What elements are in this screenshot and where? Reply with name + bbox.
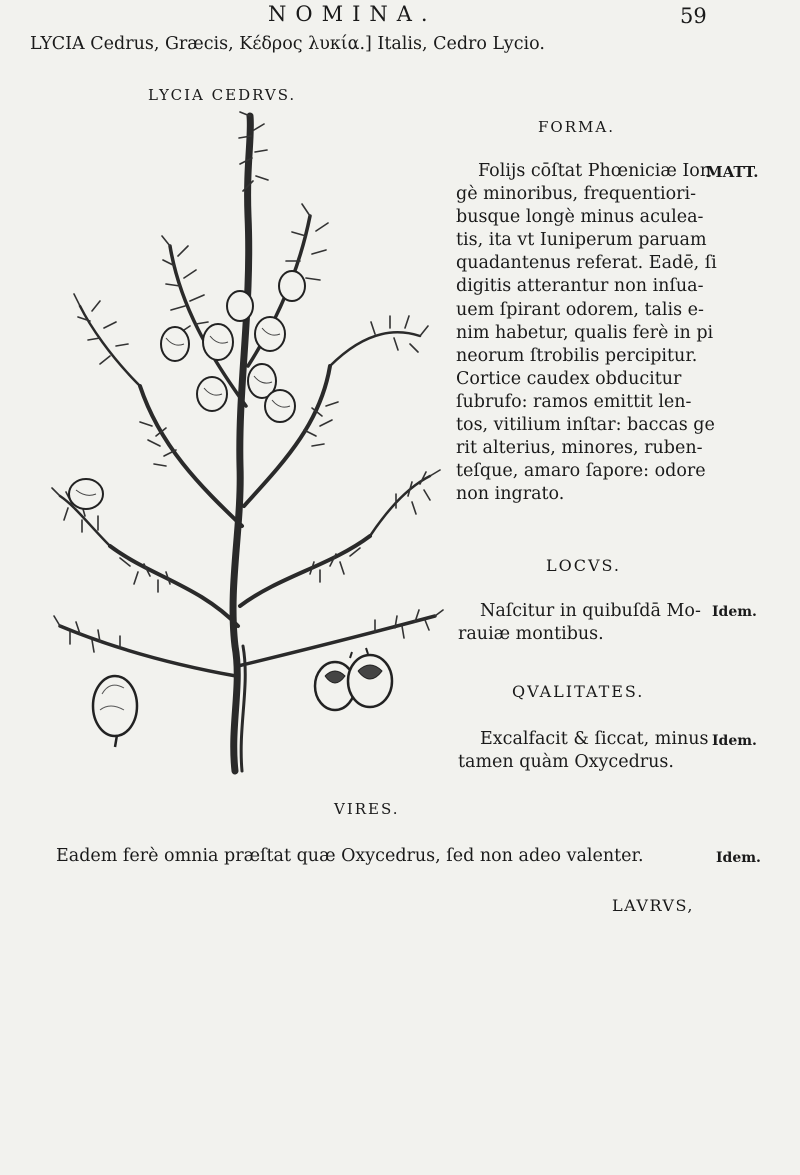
vires-margin-note: Idem. xyxy=(716,850,761,866)
locus-heading: LOCVS. xyxy=(546,556,622,575)
catchword: LAVRVS, xyxy=(612,896,694,915)
qualitates-line: Excalfacit & ſiccat, minus xyxy=(480,729,709,749)
forma-line: ſubrufo: ramos emittit len- xyxy=(456,391,692,412)
forma-line: digitis atterantur non inſua- xyxy=(456,276,704,297)
qualitates-margin-note: Idem. xyxy=(712,733,757,749)
cedar-woodcut-illustration xyxy=(30,106,450,776)
locus-text xyxy=(458,600,701,646)
split-seed-detail xyxy=(315,648,392,710)
qualitates-text xyxy=(458,728,709,774)
forma-line: nim habetur, qualis ferè in pi xyxy=(456,322,714,343)
forma-line: Cortice caudex obducitur xyxy=(456,368,682,389)
forma-heading: FORMA. xyxy=(538,118,615,136)
locus-line: rauiæ montibus. xyxy=(458,624,604,645)
forma-line: busque longè minus aculea- xyxy=(456,207,704,228)
forma-line: tis, ita vt Iuniperum paruam xyxy=(456,230,707,251)
figure-caption: LYCIA CEDRVS. xyxy=(148,86,297,104)
forma-line: quadantenus referat. Eadē, ſi xyxy=(456,253,717,274)
locus-line: Naſcitur in quibuſdā Mo- xyxy=(480,601,701,621)
forma-line: gè minoribus, frequentiori- xyxy=(456,184,697,205)
forma-line: tos, vitilium inſtar: baccas ge xyxy=(456,415,715,436)
forma-line: neorum ſtrobilis percipitur. xyxy=(456,345,698,366)
forma-line: uem ſpirant odorem, talis e- xyxy=(456,299,704,320)
synonym-line: LYCIA Cedrus, Græcis, Κέδρος λυκία.] Italis, Cedro Lycio. xyxy=(30,34,545,54)
locus-margin-note: Idem. xyxy=(712,604,757,620)
forma-margin-note: MATT. xyxy=(706,163,759,181)
forma-line: teſque, amaro ſapore: odore xyxy=(456,461,706,482)
forma-text xyxy=(456,160,717,506)
page-number: 59 xyxy=(680,4,707,28)
forma-line: Folijs cōſtat Phœniciæ Ion xyxy=(478,161,712,181)
qualitates-line: tamen quàm Oxycedrus. xyxy=(458,752,674,773)
running-head: NOMINA. xyxy=(268,2,437,26)
single-berry-detail xyxy=(93,676,137,747)
qualitates-heading: QVALITATES. xyxy=(512,682,645,701)
vires-heading: VIRES. xyxy=(334,800,400,818)
forma-line: non ingrato. xyxy=(456,484,565,505)
forma-line: rit alterius, minores, ruben- xyxy=(456,438,703,459)
vires-text: Eadem ferè omnia præſtat quæ Oxycedrus, ſed non adeo valenter. xyxy=(56,846,644,866)
